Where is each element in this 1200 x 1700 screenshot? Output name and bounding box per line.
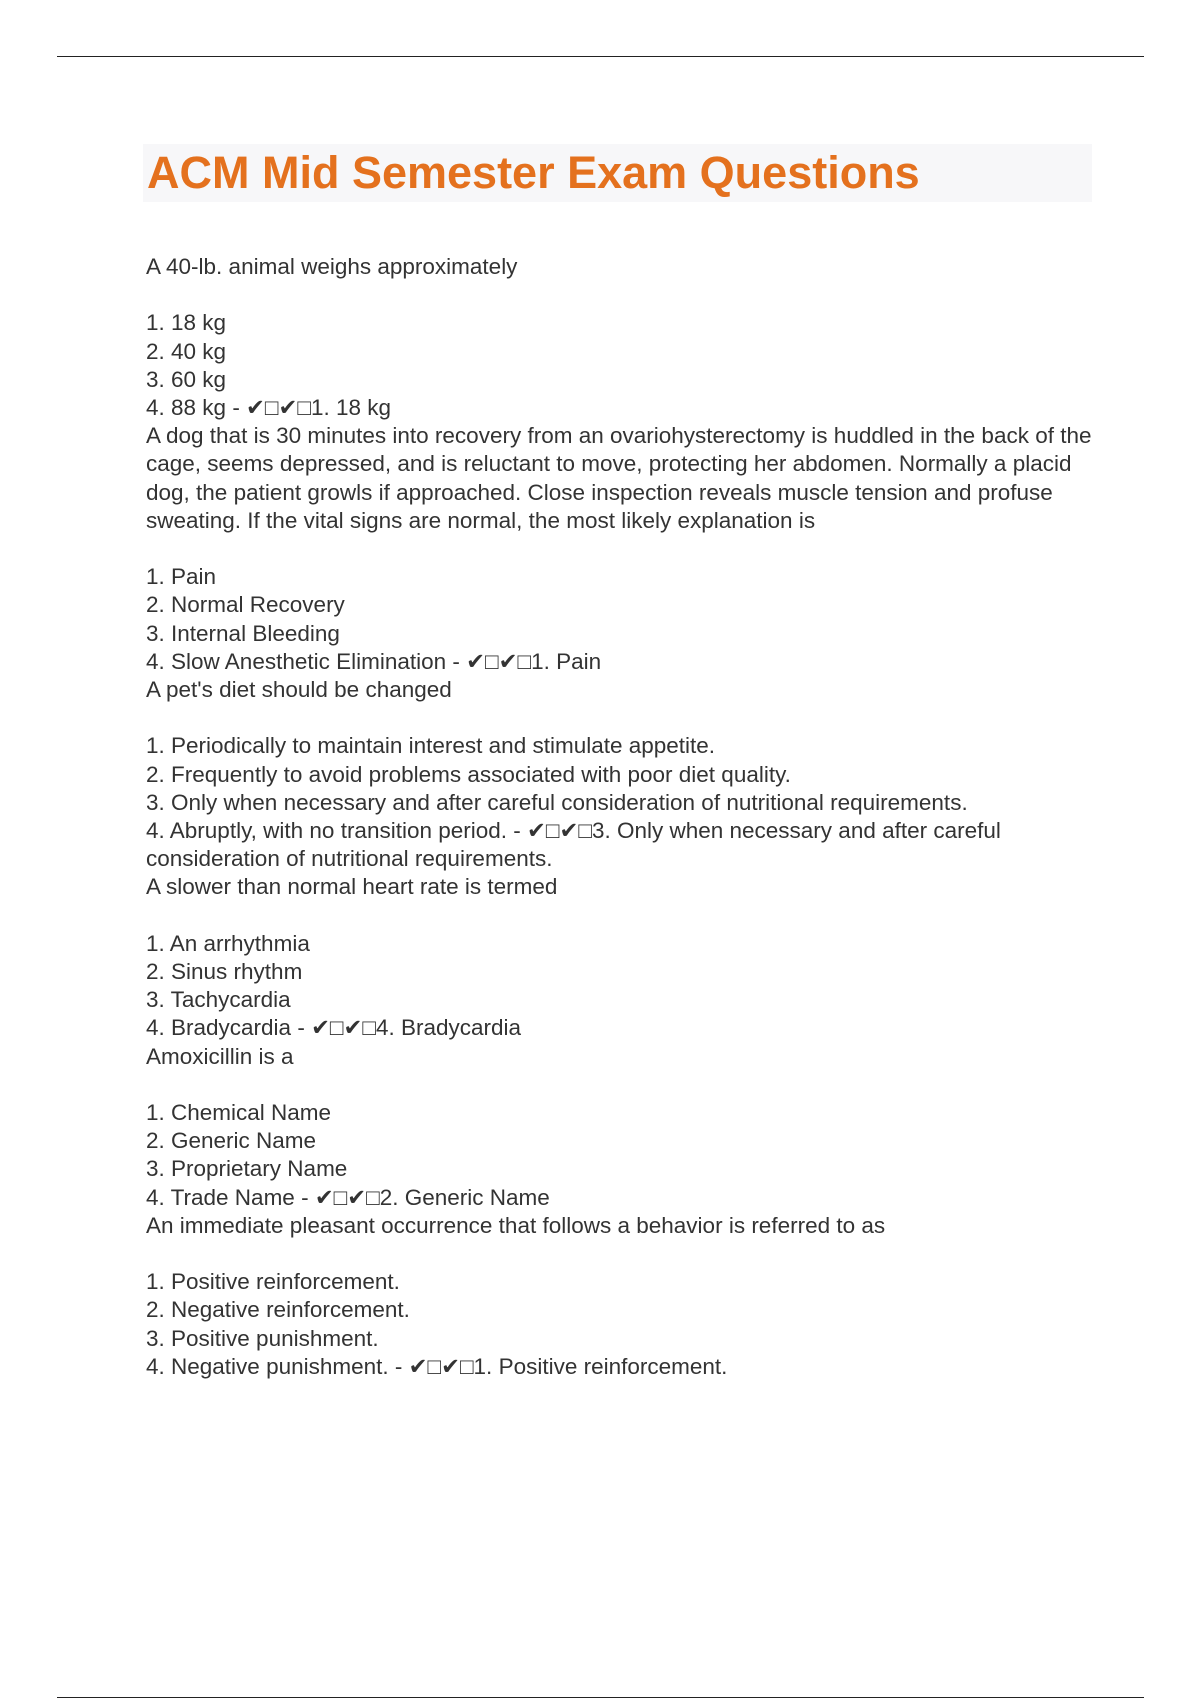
question-text: A pet's diet should be changed: [146, 677, 452, 703]
options-list: [146, 563, 1106, 676]
option: 3. 60 kg: [146, 366, 227, 392]
option: 1. Chemical Name: [146, 1100, 332, 1126]
question-text: An immediate pleasant occurrence that follows a behavior is referred to as: [146, 1212, 886, 1238]
question-text: A slower than normal heart rate is termed: [146, 874, 558, 900]
option-with-answer: [146, 648, 1106, 676]
option: 4. Bradycardia: [146, 1015, 292, 1041]
answer: 3. Only when necessary and after careful consideration of nutritional requirements.: [146, 818, 1001, 872]
question-2: [146, 422, 1106, 676]
question-6: [146, 1212, 1106, 1381]
question-text: Amoxicillin is a: [146, 1043, 294, 1069]
option: 4. Slow Anesthetic Elimination: [146, 648, 447, 674]
option: 2. Sinus rhythm: [146, 959, 303, 985]
option: 3. Positive punishment.: [146, 1325, 379, 1351]
answer: 1. Positive reinforcement.: [473, 1353, 728, 1379]
option: 1. Pain: [146, 564, 217, 590]
answer-marker: - ✔□✔□: [388, 1353, 474, 1379]
option-with-answer: [146, 1184, 1106, 1212]
answer: 2. Generic Name: [379, 1184, 550, 1210]
option: 2. Generic Name: [146, 1128, 317, 1154]
option: 3. Internal Bleeding: [146, 620, 340, 646]
answer: 1. Pain: [531, 648, 602, 674]
options-list: [146, 1099, 1106, 1212]
answer-marker: - ✔□✔□: [291, 1015, 376, 1041]
footer-rule: [57, 1697, 1144, 1698]
answer-marker: - ✔□✔□: [446, 648, 532, 674]
option: 1. 18 kg: [146, 310, 227, 336]
question-5: [146, 1043, 1106, 1212]
answer-marker: - ✔□✔□: [507, 818, 592, 844]
header-rule: [57, 56, 1144, 57]
option: 4. Trade Name: [146, 1184, 295, 1210]
option-with-answer: [146, 817, 1106, 873]
option: 2. Frequently to avoid problems associated with poor diet quality.: [146, 761, 791, 787]
answer: 1. 18 kg: [310, 395, 392, 420]
answer-marker: - ✔□✔□: [226, 395, 311, 420]
answer-marker: - ✔□✔□: [294, 1184, 380, 1210]
option-with-answer: [146, 1353, 1106, 1381]
option: 1. Positive reinforcement.: [146, 1269, 400, 1295]
options-list: [146, 309, 1106, 422]
option: 2. 40 kg: [146, 338, 227, 364]
option: 4. Abruptly, with no transition period.: [146, 818, 508, 844]
option: 4. Negative punishment.: [146, 1353, 389, 1379]
options-list: [146, 732, 1106, 873]
question-text: A dog that is 30 minutes into recovery from an ovariohysterectomy is huddled in the back of the cage, seems depressed, and is reluctant to move, protecting her abdomen. Normally a placid dog, the patient growls if approached. Close inspection reveals muscle tension and profuse sweating. If the vital signs are normal, the most likely explanation is: [146, 423, 1098, 533]
options-list: [146, 1268, 1106, 1381]
question-text: A 40-lb. animal weighs approximately: [146, 254, 518, 279]
options-list: [146, 930, 1106, 1043]
option: 4. 88 kg: [146, 395, 227, 420]
document-title: ACM Mid Semester Exam Questions: [147, 147, 920, 198]
option: 2. Normal Recovery: [146, 592, 345, 618]
option-with-answer: [146, 1014, 1106, 1042]
option: 2. Negative reinforcement.: [146, 1297, 410, 1323]
question-4: [146, 873, 1106, 1042]
option: 3. Only when necessary and after careful consideration of nutritional requirements.: [146, 789, 968, 815]
option: 3. Tachycardia: [146, 987, 291, 1013]
option-with-answer: [146, 394, 1106, 422]
questions-list: [146, 253, 1106, 1381]
option: 1. An arrhythmia: [146, 930, 310, 956]
question-1: [146, 253, 1106, 422]
question-3: [146, 676, 1106, 873]
option: 1. Periodically to maintain interest and stimulate appetite.: [146, 733, 716, 759]
option: 3. Proprietary Name: [146, 1156, 348, 1182]
answer: 4. Bradycardia: [375, 1015, 522, 1041]
